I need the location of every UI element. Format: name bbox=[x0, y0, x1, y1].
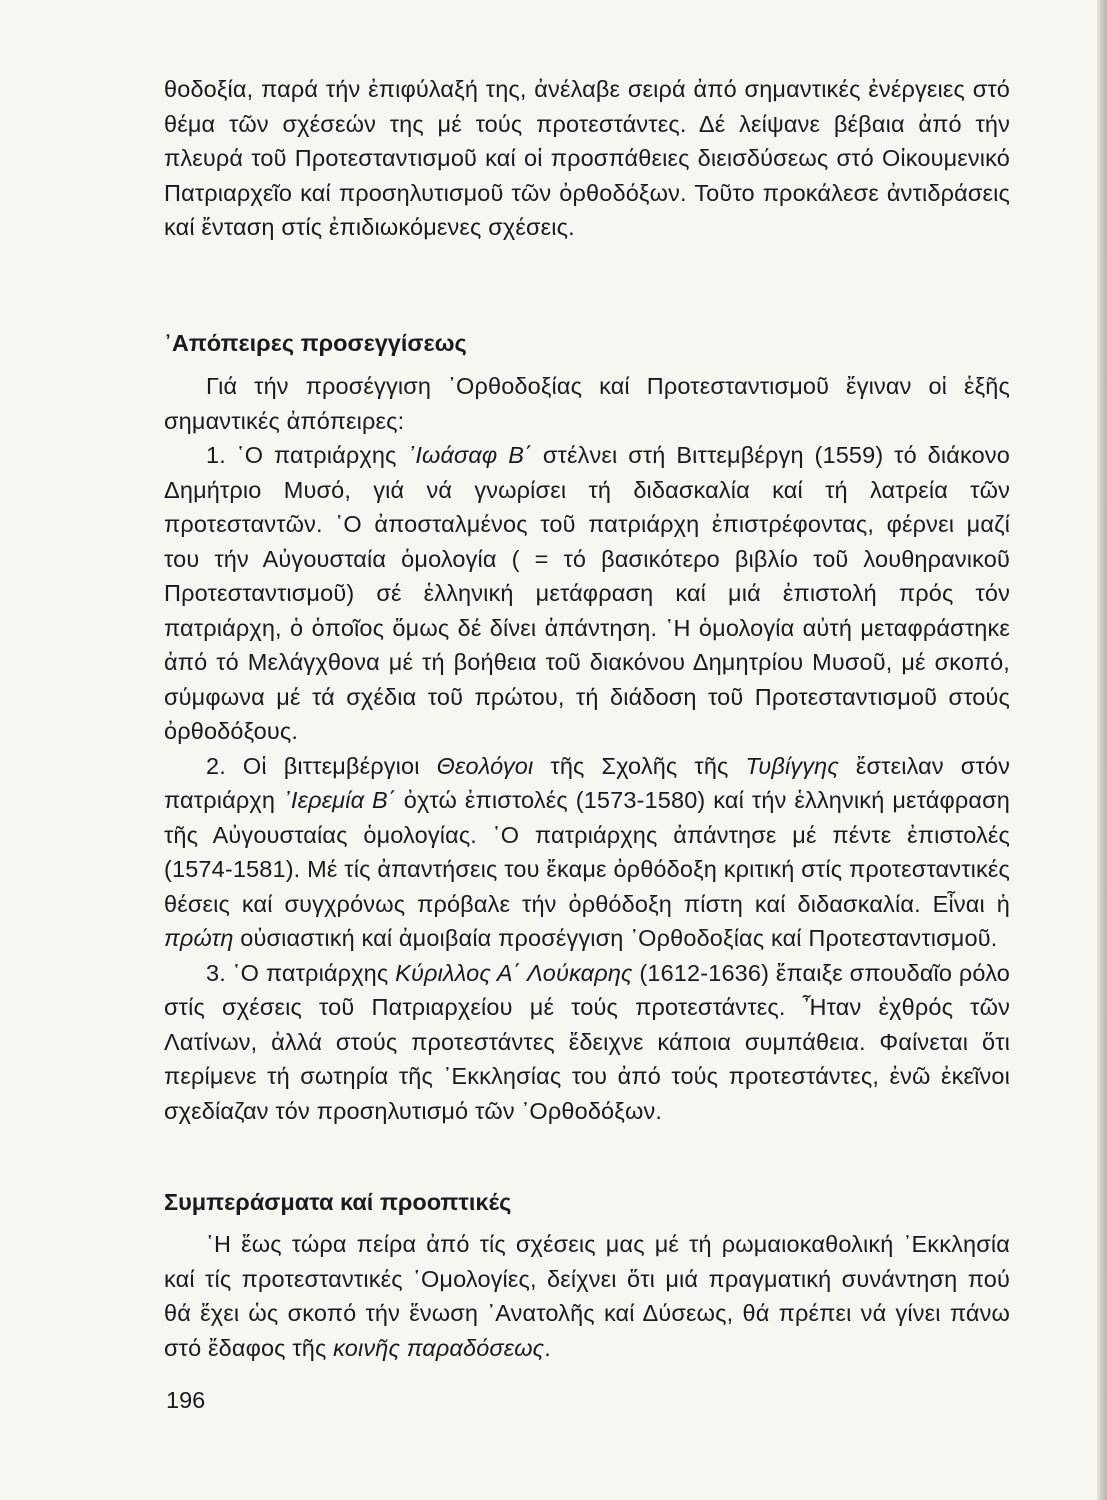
section-heading-attempts: ᾿Απόπειρες προσεγγίσεως bbox=[164, 330, 467, 356]
item2-text-i: οὐσιαστική καί ἀμοιβαία προσέγγιση ᾿Ορθοδοξίας καί Προτεσταντισμοῦ. bbox=[233, 925, 998, 951]
intro-paragraph: θοδοξία, παρά τήν ἐπιφύλαξή της, ἀνέλαβε σειρά ἀπό σημαντικές ἐνέργειες στό θέμα τῶν σχέσεών της μέ τούς προτεστάντες. Δέ λείψανε βέβαια ἀπό τήν πλευρά τοῦ Προτεσταντισμοῦ καί οἱ προσπάθειες διεισδύσεως στό Οἰκουμενικό Πατριαρχεῖο καί προσηλυτισμοῦ τῶν ὀρθοδόξων. Τοῦτο προκάλεσε ἀντιδράσεις καί ἔνταση στίς ἐπιδιωκόμενες σχέσεις. bbox=[164, 76, 1010, 240]
item2-tubingen: Τυβίγγης bbox=[745, 752, 839, 779]
item2-text-c: τῆς Σχολῆς τῆς bbox=[533, 752, 746, 779]
item1-text-c: στέλνει στή Βιττεμβέργη (1559) τό διάκονο Δημήτριο Μυσό, γιά νά γνωρίσει τή διδασκαλία καί τή λατρεία τῶν προτεσταντῶν. ῾Ο ἀποσταλμένος τοῦ πατριάρχη ἐπιστρέφοντας, φέρνει μαζί του τήν Αὐγουσταία ὁμολογία ( = τό βασικότερο βιβλίο τοῦ λουθηρανικοῦ Προτεσταντισμοῦ) σέ ἑλληνική μετάφραση καί μιά ἐπιστολή πρός τόν πατριάρχη, ὁ ὁποῖος ὅμως δέ δίνει ἀπάντηση. ῾Η ὁμολογία αὐτή μεταφράστηκε ἀπό τό Μελάγχθονα μέ τή βοήθεια τοῦ διακόνου Δημητρίου Μυσοῦ, μέ σκοπό, σύμφωνα μέ τά σχέδια τοῦ πρώτου, τή διάδοση τοῦ Προτεσταντισμοῦ στούς ὀρθοδόξους. bbox=[164, 442, 1010, 744]
conclusions-paragraph bbox=[164, 1227, 1010, 1365]
attempt-item-1 bbox=[164, 438, 1010, 749]
item3-text-a: 3. ῾Ο πατριάρχης bbox=[206, 959, 396, 986]
attempt-item-2 bbox=[164, 749, 1010, 956]
attempts-section-body bbox=[164, 369, 1010, 1128]
item3-text-c: (1612-1636) ἔπαιξε σπουδαῖο ρόλο στίς σχέσεις τοῦ Πατριαρχείου μέ τούς προτεστάντες. Ἦταν ἐχθρός τῶν Λατίνων, ἀλλά στούς προτεστάντες ἔδειχνε κάποια συμπάθεια. Φαίνεται ὅτι περίμενε τή σωτηρία τῆς ᾿Εκκλησίας του ἀπό τούς προτεστάντες, ἐνῶ ἐκεῖνοι σχεδίαζαν τόν προσηλυτισμό τῶν ᾿Ορθοδόξων. bbox=[164, 959, 1010, 1124]
item2-first: πρώτη bbox=[164, 925, 234, 951]
conclusions-common-tradition: κοινῆς παραδόσεως bbox=[333, 1334, 545, 1361]
attempt-item-3 bbox=[164, 956, 1010, 1129]
conclusions-text-a: ῾Η ἕως τώρα πείρα ἀπό τίς σχέσεις μας μέ τή ρωμαιοκαθολική ᾿Εκκλησία καί τίς προτεσταντικές ῾Ομολογίες, δείχνει ὅτι μιά πραγματική συνάντηση πού θά ἔχει ὡς σκοπό τήν ἕνωση ᾿Ανατολῆς καί Δύσεως, θά πρέπει νά γίνει πάνω στό ἔδαφος τῆς bbox=[164, 1231, 1010, 1361]
page-number: 196 bbox=[166, 1387, 206, 1413]
item2-name-ieremias: ᾿Ιερεμία Β΄ bbox=[282, 787, 396, 813]
page-edge-shadow bbox=[1097, 0, 1107, 1500]
conclusions-text-c: . bbox=[544, 1334, 551, 1361]
item2-text-a: 2. Οἱ βιττεμβέργιοι bbox=[206, 752, 437, 779]
item1-text-a: 1. ῾Ο πατριάρχης bbox=[206, 442, 408, 468]
item2-text-e: ἔστειλαν στόν πατριάρχη bbox=[164, 752, 1010, 813]
intro-paragraph-block bbox=[164, 72, 1010, 245]
section-heading-conclusions: Συμπεράσματα καί προοπτικές bbox=[164, 1189, 512, 1215]
attempts-intro-paragraph: Γιά τήν προσέγγιση ᾿Ορθοδοξίας καί Προτεσταντισμοῦ ἔγιναν οἱ ἑξῆς σημαντικές ἀπόπειρες: bbox=[164, 373, 1010, 434]
item2-text-g: ὀχτώ ἐπιστολές (1573-1580) καί τήν ἑλληνική μετάφραση τῆς Αὐγουσταίας ὁμολογίας. ῾Ο πατριάρχης ἀπάντησε μέ πέντε ἐπιστολές (1574-1581). Μέ τίς ἀπαντήσεις του ἔκαμε ὀρθόδοξη κριτική στίς προτεσταντικές θέσεις καί συγχρόνως πρόβαλε τήν ὀρθόδοξη πίστη καί διδασκαλία. Εἶναι ἡ bbox=[164, 787, 1010, 917]
item1-name-ioasaf: ᾿Ιωάσαφ Β΄ bbox=[407, 442, 533, 468]
item3-name-kyrillos: Κύριλλος Α΄ Λούκαρης bbox=[395, 959, 633, 986]
item2-theologians: Θεολόγοι bbox=[436, 752, 534, 779]
conclusions-section-body bbox=[164, 1227, 1010, 1365]
